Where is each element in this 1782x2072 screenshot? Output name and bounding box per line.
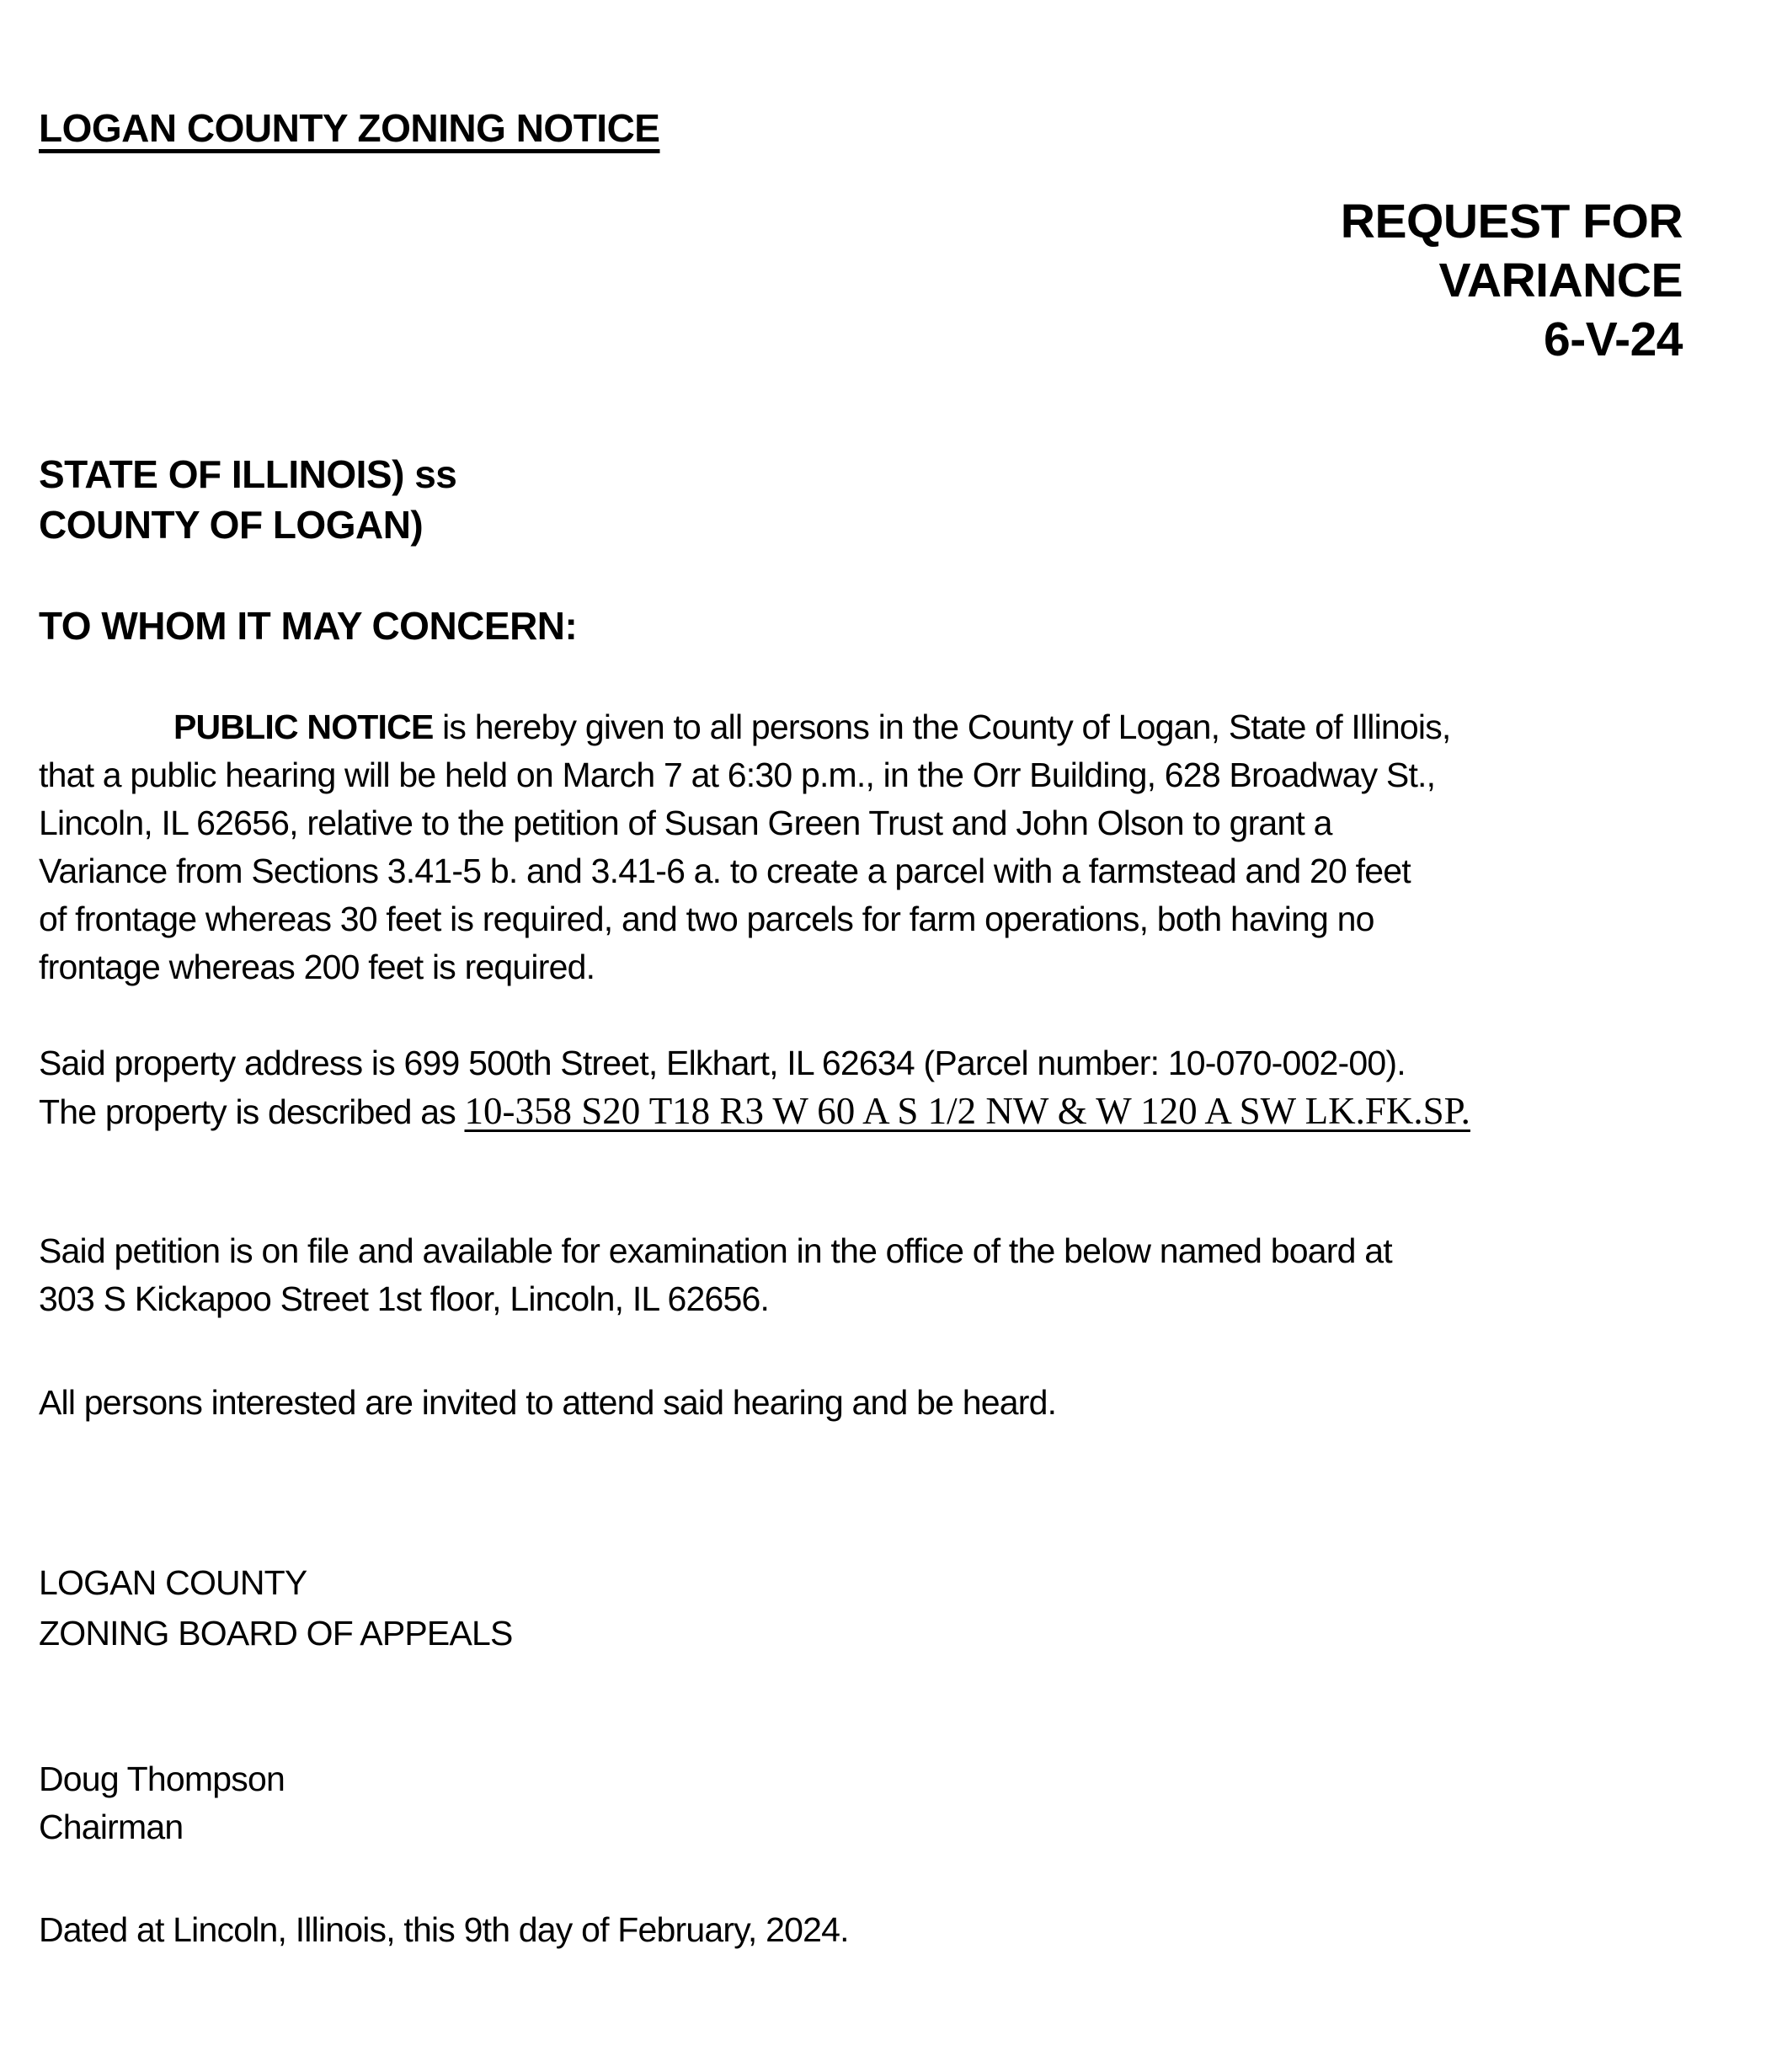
petition-line-2: 303 S Kickapoo Street 1st floor, Lincoln, IL 62656. xyxy=(39,1279,770,1318)
public-notice-line-1 xyxy=(39,703,1683,751)
public-notice-line-5: of frontage whereas 30 feet is required, and two parcels for farm operations, both having no xyxy=(39,900,1374,938)
board-name-line-2: ZONING BOARD OF APPEALS xyxy=(39,1614,513,1653)
public-notice-line-3: Lincoln, IL 62656, relative to the petition of Susan Green Trust and John Olson to grant a xyxy=(39,804,1332,842)
legal-description: 10-358 S20 T18 R3 W 60 A S 1/2 NW & W 120 A SW LK.FK.SP. xyxy=(464,1090,1470,1132)
state-line: STATE OF ILLINOIS) ss xyxy=(39,452,457,496)
signer-role: Chairman xyxy=(39,1808,184,1846)
request-for-variance-block xyxy=(39,192,1683,369)
public-notice-line-6: frontage whereas 200 feet is required. xyxy=(39,948,595,986)
signature-block xyxy=(39,1755,1683,1851)
public-notice-line-1-rest: is hereby given to all persons in the County of Logan, State of Illinois, xyxy=(433,708,1451,746)
public-notice-paragraph xyxy=(39,703,1683,991)
request-line-2: VARIANCE xyxy=(1438,254,1683,307)
public-notice-lead: PUBLIC NOTICE xyxy=(173,708,434,746)
jurisdiction-block xyxy=(39,449,1683,550)
property-description-prefix: The property is described as xyxy=(39,1092,465,1131)
invitation-line: All persons interested are invited to attend said hearing and be heard. xyxy=(39,1383,1057,1422)
document-title: LOGAN COUNTY ZONING NOTICE xyxy=(39,106,660,150)
signer-name: Doug Thompson xyxy=(39,1760,285,1798)
property-description-line xyxy=(39,1087,1683,1136)
dated-line: Dated at Lincoln, Illinois, this 9th day of February, 2024. xyxy=(39,1910,849,1949)
board-name-line-1: LOGAN COUNTY xyxy=(39,1563,307,1602)
salutation: TO WHOM IT MAY CONCERN: xyxy=(39,604,578,648)
petition-line-1: Said petition is on file and available for examination in the office of the below named board at xyxy=(39,1231,1392,1270)
case-number: 6-V-24 xyxy=(1544,312,1683,366)
board-block xyxy=(39,1557,1683,1658)
public-notice-line-2: that a public hearing will be held on March 7 at 6:30 p.m., in the Orr Building, 628 Broadway St., xyxy=(39,756,1436,794)
request-line-1: REQUEST FOR xyxy=(1340,195,1683,248)
property-paragraph xyxy=(39,1039,1683,1136)
petition-paragraph xyxy=(39,1227,1683,1323)
public-notice-line-4: Variance from Sections 3.41-5 b. and 3.41-6 a. to create a parcel with a farmstead and 20 feet xyxy=(39,852,1411,890)
county-line: COUNTY OF LOGAN) xyxy=(39,503,424,547)
property-address-line: Said property address is 699 500th Street, Elkhart, IL 62634 (Parcel number: 10-070-002-00). xyxy=(39,1044,1406,1082)
